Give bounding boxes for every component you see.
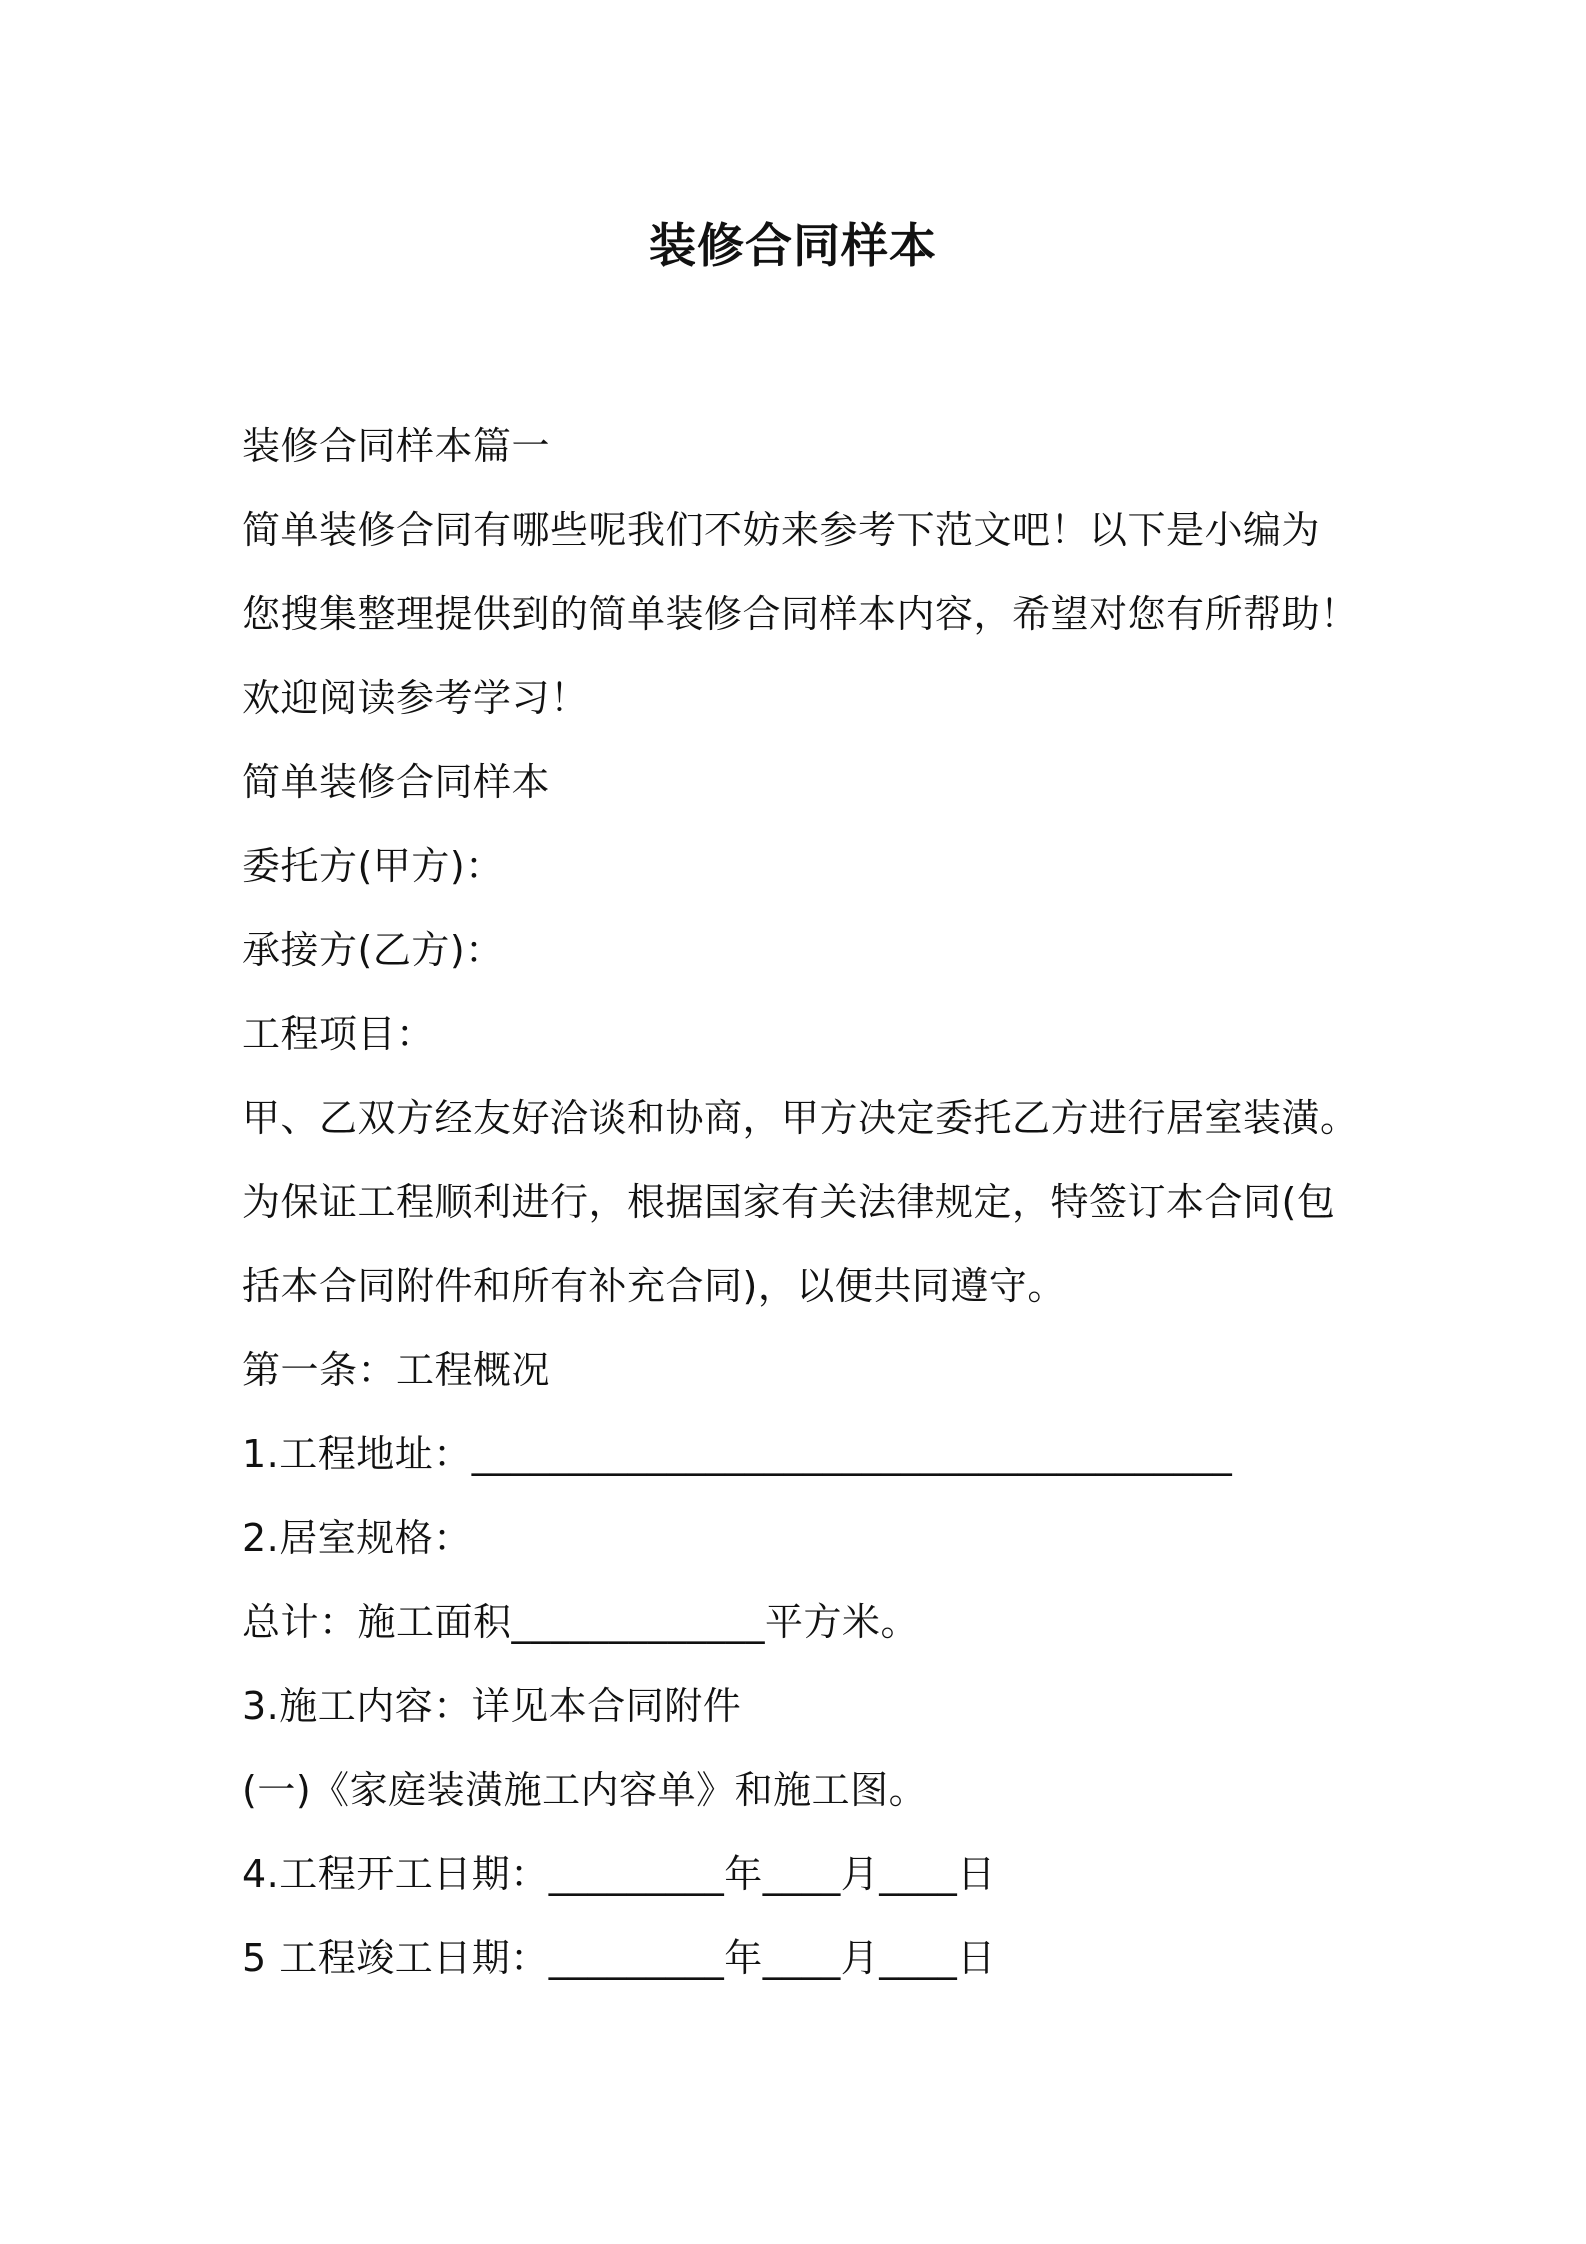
construction-area-field: 总计：施工面积_____________平方米。 bbox=[242, 1600, 920, 1644]
attachment-item: (一)《家庭装潢施工内容单》和施工图。 bbox=[242, 1768, 928, 1812]
party-b-field: 承接方(乙方)： bbox=[242, 928, 504, 972]
party-a-field: 委托方(甲方)： bbox=[242, 844, 504, 888]
completion-date-field: 5 工程竣工日期：_________年____月____日 bbox=[242, 1936, 996, 1980]
preamble-line: 括本合同附件和所有补充合同)，以便共同遵守。 bbox=[242, 1264, 1066, 1308]
preamble-line: 甲、乙双方经友好洽谈和协商，甲方决定委托乙方进行居室装潢。 bbox=[242, 1096, 1359, 1140]
contract-subtitle: 简单装修合同样本 bbox=[242, 760, 551, 804]
room-spec-field: 2.居室规格： bbox=[242, 1516, 472, 1560]
project-address-field: 1.工程地址：_______________________________________ bbox=[242, 1432, 1233, 1476]
start-date-field: 4.工程开工日期：_________年____月____日 bbox=[242, 1852, 996, 1896]
construction-content-field: 3.施工内容：详见本合同附件 bbox=[242, 1684, 742, 1728]
project-field: 工程项目： bbox=[242, 1012, 435, 1056]
intro-paragraph-line: 您搜集整理提供到的简单装修合同样本内容，希望对您有所帮助！ bbox=[242, 592, 1359, 636]
intro-paragraph-line: 欢迎阅读参考学习！ bbox=[242, 676, 589, 720]
section-heading: 装修合同样本篇一 bbox=[242, 424, 551, 468]
document-title: 装修合同样本 bbox=[649, 219, 937, 274]
preamble-line: 为保证工程顺利进行，根据国家有关法律规定，特签订本合同(包 bbox=[242, 1180, 1336, 1224]
intro-paragraph-line: 简单装修合同有哪些呢我们不妨来参考下范文吧！以下是小编为 bbox=[242, 508, 1321, 552]
article-heading: 第一条：工程概况 bbox=[242, 1348, 551, 1392]
document-body bbox=[242, 404, 1392, 2000]
